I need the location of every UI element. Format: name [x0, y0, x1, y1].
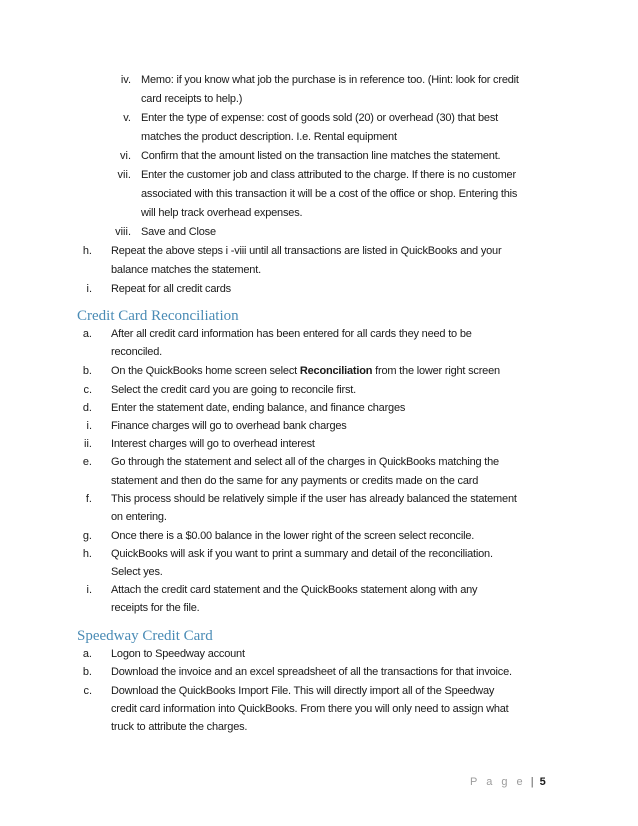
list-marker: i.: [86, 420, 92, 432]
footer-separator: |: [530, 776, 534, 788]
section-heading-speedway: Speedway Credit Card: [77, 628, 213, 644]
list-marker: v.: [123, 112, 131, 124]
list-item-text: Download the QuickBooks Import File. This will directly import all of the Speedway: [111, 685, 495, 697]
list-marker: vi.: [120, 150, 131, 162]
list-item-text: Memo: if you know what job the purchase is in reference too. (Hint: look for credit: [141, 74, 519, 86]
list-item-text: Select the credit card you are going to reconcile first.: [111, 384, 356, 396]
list-marker: c.: [83, 685, 92, 697]
list-marker: vii.: [117, 169, 131, 181]
list-item-text: card receipts to help.): [141, 93, 243, 105]
list-item-text: Finance charges will go to overhead bank charges: [111, 420, 347, 432]
list-item-text: credit card information into QuickBooks. From there you will only need to assign what: [111, 703, 509, 715]
page-footer: [470, 776, 546, 788]
list-marker: ii.: [84, 438, 92, 450]
list-marker: viii.: [115, 226, 131, 238]
list-marker: i.: [86, 584, 92, 596]
list-item-text: truck to attribute the charges.: [111, 721, 248, 733]
list-marker: f.: [85, 493, 92, 505]
list-marker: g.: [82, 530, 92, 542]
section-heading-reconciliation: Credit Card Reconciliation: [77, 308, 239, 324]
list-item-text: Logon to Speedway account: [111, 648, 245, 660]
list-marker: a.: [82, 328, 92, 340]
text-run: from the lower right screen: [372, 365, 500, 377]
list-item-text: QuickBooks will ask if you want to print a summary and detail of the reconciliation.: [111, 548, 493, 560]
list-item-text: matches the product description. I.e. Rental equipment: [141, 131, 397, 143]
list-item-text: Save and Close: [141, 226, 216, 238]
page-label: P a g e: [470, 776, 526, 788]
list-marker: e.: [82, 456, 92, 468]
list-item-text: Go through the statement and select all of the charges in QuickBooks matching the: [111, 456, 499, 468]
text-run: On the QuickBooks home screen select: [111, 365, 300, 377]
list-marker: b.: [82, 365, 92, 377]
bold-term-reconciliation: Reconciliation: [299, 365, 373, 377]
list-item-text: Download the invoice and an excel spreadsheet of all the transactions for that invoice.: [111, 666, 512, 678]
list-item-text: Select yes.: [111, 566, 163, 578]
list-item-text: Attach the credit card statement and the QuickBooks statement along with any: [111, 584, 478, 596]
list-item-text: Confirm that the amount listed on the transaction line matches the statement.: [141, 150, 501, 162]
list-item-text: receipts for the file.: [111, 602, 200, 614]
list-item-text: will help track overhead expenses.: [141, 207, 303, 219]
list-item-text: associated with this transaction it will be a cost of the office or shop. Entering this: [141, 188, 518, 200]
list-item-text: on entering.: [111, 511, 167, 523]
list-marker: a.: [82, 648, 92, 660]
list-item-text: reconciled.: [111, 346, 162, 358]
list-item-text: Once there is a $0.00 balance in the lower right of the screen select reconcile.: [111, 530, 475, 542]
list-item-text: balance matches the statement.: [111, 264, 261, 276]
list-item-text: This process should be relatively simple if the user has already balanced the statement: [111, 493, 517, 505]
list-marker: h.: [82, 548, 92, 560]
list-marker: d.: [82, 402, 92, 414]
page-number: 5: [539, 776, 546, 788]
list-marker: b.: [82, 666, 92, 678]
list-marker: h.: [82, 245, 92, 257]
list-item-text: Repeat for all credit cards: [111, 283, 231, 295]
list-item-text: Repeat the above steps i -viii until all transactions are listed in QuickBooks and your: [111, 245, 502, 257]
list-item-text: Enter the statement date, ending balance, and finance charges: [111, 402, 406, 414]
list-item-text: After all credit card information has been entered for all cards they need to be: [111, 328, 472, 340]
list-item-text: statement and then do the same for any payments or credits made on the card: [111, 475, 479, 487]
list-item-text: [111, 364, 500, 379]
list-item-text: Enter the type of expense: cost of goods sold (20) or overhead (30) that best: [141, 112, 498, 124]
list-marker: i.: [86, 283, 92, 295]
list-marker: c.: [83, 384, 92, 396]
list-marker: iv.: [120, 74, 131, 86]
list-item-text: Interest charges will go to overhead interest: [111, 438, 315, 450]
list-item-text: Enter the customer job and class attributed to the charge. If there is no customer: [141, 169, 516, 181]
